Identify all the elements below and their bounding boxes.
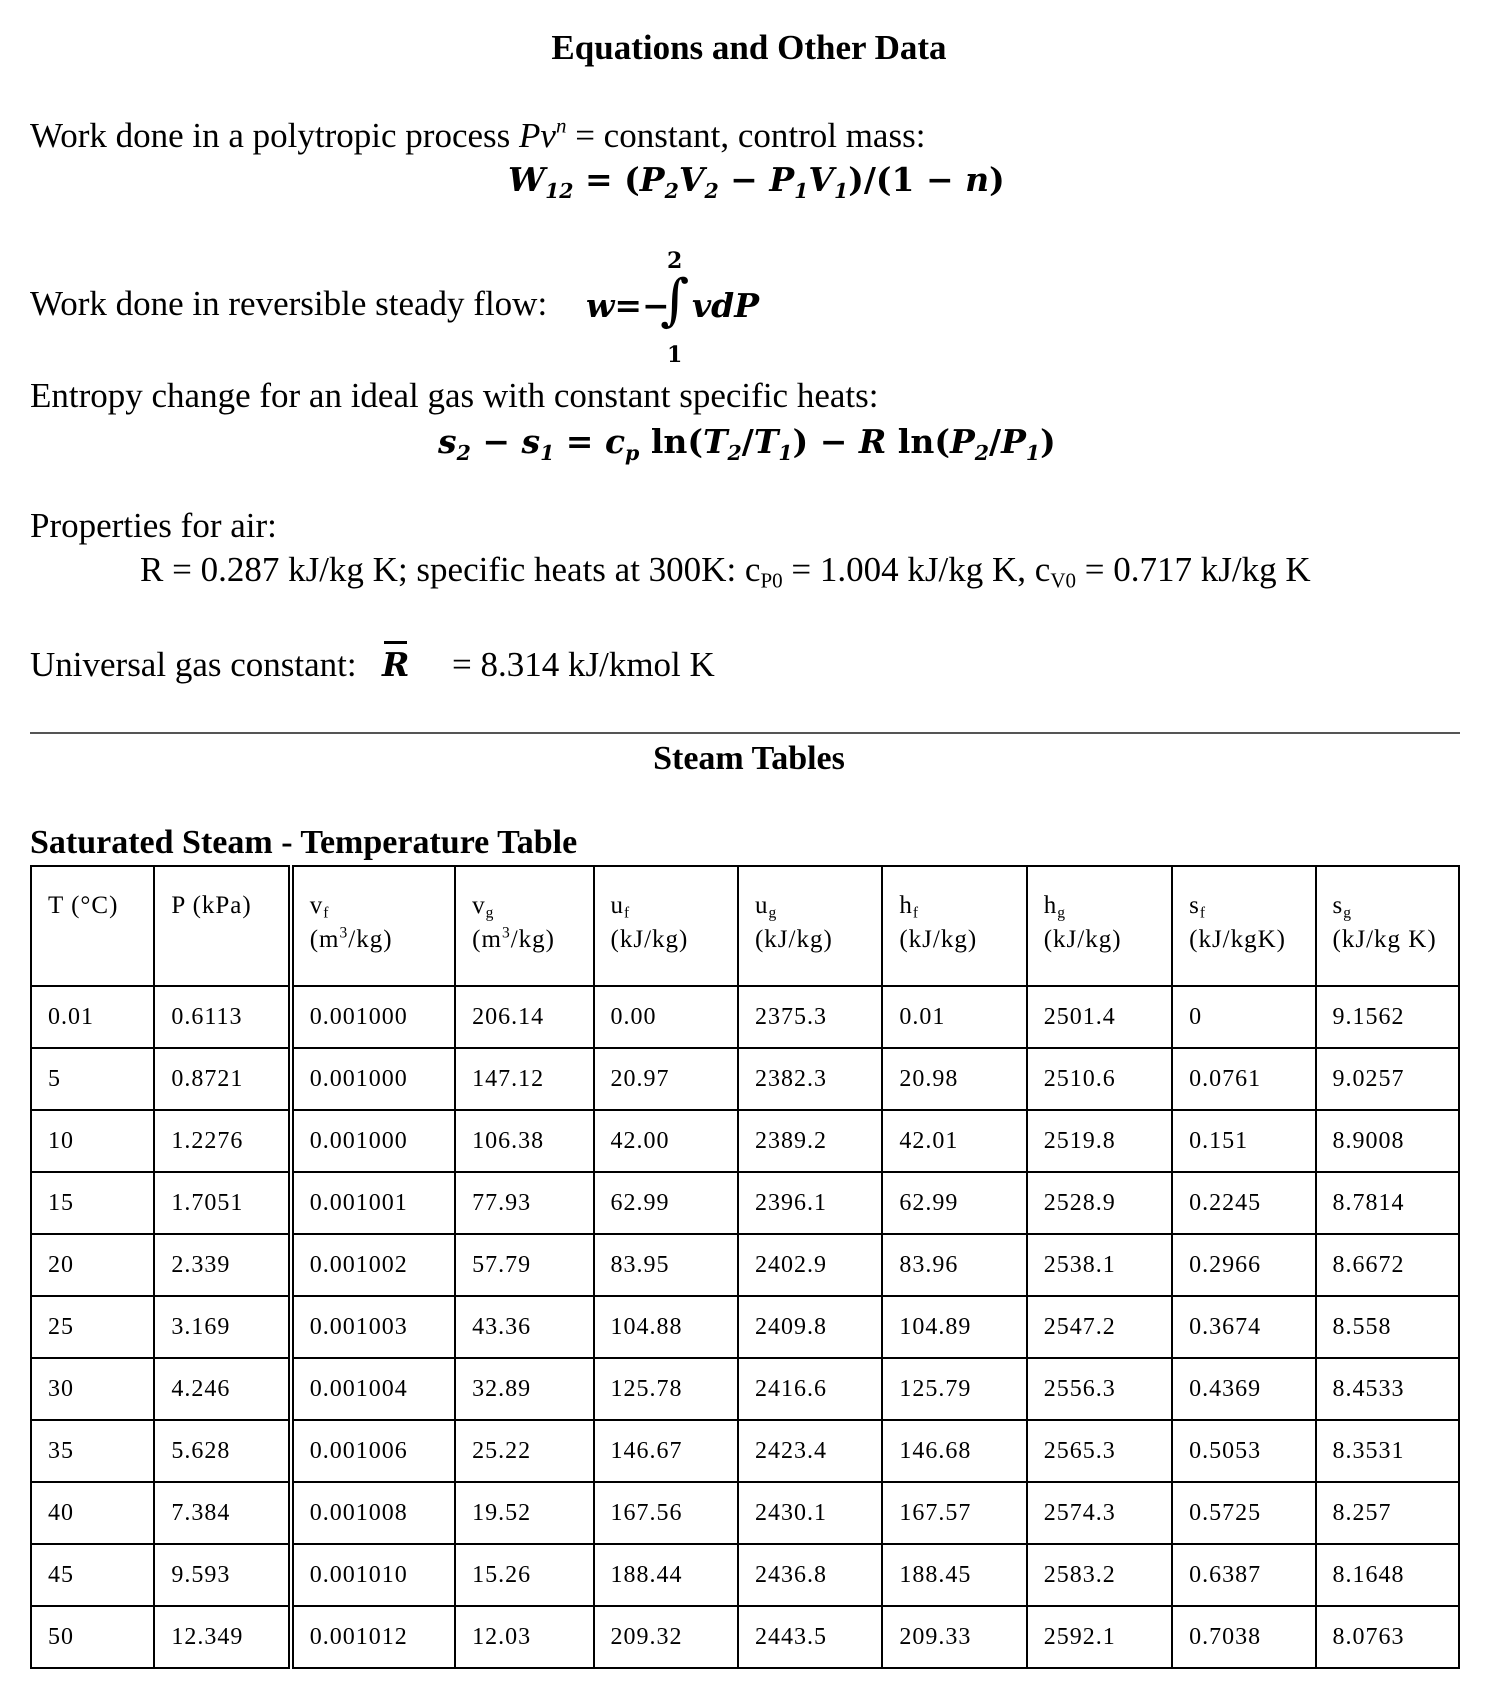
cell-ug: 2396.1 [738, 1172, 882, 1234]
cell-sg: 8.7814 [1316, 1172, 1459, 1234]
cell-ug: 2409.8 [738, 1296, 882, 1358]
cell-ug: 2382.3 [738, 1048, 882, 1110]
ent-cp: c [604, 422, 626, 461]
cell-sf: 0.7038 [1172, 1606, 1315, 1668]
cell-ug: 2375.3 [738, 986, 882, 1048]
steam-subtitle: Saturated Steam - Temperature Table [30, 824, 578, 861]
cell-hg: 2556.3 [1027, 1358, 1172, 1420]
eq-w-sub: 12 [545, 179, 574, 204]
header-hg-sym: h [1043, 892, 1058, 919]
cell-vg: 19.52 [455, 1482, 593, 1544]
cell-sf: 0.151 [1172, 1110, 1315, 1172]
cell-t: 45 [31, 1544, 154, 1606]
cell-hg: 2538.1 [1027, 1234, 1172, 1296]
table-row [31, 1358, 1459, 1420]
cell-p: 2.339 [154, 1234, 290, 1296]
cell-sg: 8.3531 [1316, 1420, 1459, 1482]
eq-p1: P [769, 160, 795, 199]
cell-sg: 8.6672 [1316, 1234, 1459, 1296]
table-row [31, 1172, 1459, 1234]
cell-p: 3.169 [154, 1296, 290, 1358]
cell-p: 7.384 [154, 1482, 290, 1544]
polytropic-label-b: = constant, control mass: [566, 116, 926, 155]
header-hg [1027, 866, 1172, 986]
ent-slash2: / [989, 422, 1002, 461]
eq-p2-sub: 2 [664, 179, 679, 204]
cell-hf: 209.33 [882, 1606, 1026, 1668]
header-vf-unit-sup: 3 [339, 924, 349, 942]
ent-close: ) [1040, 422, 1056, 461]
cell-hg: 2592.1 [1027, 1606, 1172, 1668]
header-hf-unit: (kJ/kg) [899, 926, 978, 953]
table-row [31, 1606, 1459, 1668]
header-t [31, 866, 154, 986]
cell-p: 4.246 [154, 1358, 290, 1420]
eq-p1-sub: 1 [794, 179, 809, 204]
cell-ug: 2389.2 [738, 1110, 882, 1172]
cell-t: 20 [31, 1234, 154, 1296]
header-sg-unit: (kJ/kg K) [1332, 926, 1437, 953]
header-vg [455, 866, 593, 986]
universal-label: Universal gas constant: [30, 645, 357, 684]
ent-t1-sub: 1 [778, 441, 793, 466]
header-sf-sym: s [1189, 892, 1200, 919]
cell-hg: 2547.2 [1027, 1296, 1172, 1358]
ent-s1: s [521, 422, 541, 461]
table-row [31, 986, 1459, 1048]
header-sg-sub: g [1343, 904, 1352, 922]
air-line-b: = 1.004 kJ/kg K, c [782, 550, 1051, 589]
cell-t: 15 [31, 1172, 154, 1234]
cell-t: 50 [31, 1606, 154, 1668]
cell-vf: 0.001003 [291, 1296, 455, 1358]
header-sf-sub: f [1199, 904, 1207, 922]
steam-title: Steam Tables [653, 740, 845, 777]
ent-close-minus: ) − [792, 422, 859, 461]
steady-flow-lhs: w=− [586, 286, 670, 325]
cell-vg: 77.93 [455, 1172, 593, 1234]
cell-sf: 0.5725 [1172, 1482, 1315, 1544]
cell-vg: 25.22 [455, 1420, 593, 1482]
air-line-c: = 0.717 kJ/kg K [1075, 550, 1311, 589]
cell-ug: 2416.6 [738, 1358, 882, 1420]
cell-hf: 62.99 [882, 1172, 1026, 1234]
cell-uf: 20.97 [594, 1048, 738, 1110]
cell-hf: 0.01 [882, 986, 1026, 1048]
cell-vf: 0.001000 [291, 986, 455, 1048]
eq-c: ) [989, 160, 1005, 199]
eq-n: n [965, 160, 990, 199]
eq-v1-sub: 1 [833, 179, 849, 204]
eq-v2-sub: 2 [704, 179, 719, 204]
header-vf-unit-b: /kg) [348, 926, 393, 953]
header-hg-unit: (kJ/kg) [1043, 926, 1122, 953]
integral-upper: 2 [667, 248, 683, 274]
eq-v2: V [678, 160, 705, 199]
polytropic-equation [508, 160, 1005, 204]
cell-vg: 15.26 [455, 1544, 593, 1606]
cell-uf: 188.44 [594, 1544, 738, 1606]
entropy-equation [438, 422, 1056, 466]
cell-p: 12.349 [154, 1606, 290, 1668]
cell-hg: 2519.8 [1027, 1110, 1172, 1172]
header-uf-sub: f [624, 904, 631, 922]
table-row [31, 1482, 1459, 1544]
section-divider [30, 732, 1460, 734]
header-uf [594, 866, 738, 986]
header-p [154, 866, 290, 986]
ent-slash1: / [741, 422, 754, 461]
polytropic-pv: Pv [519, 116, 556, 155]
cell-hf: 125.79 [882, 1358, 1026, 1420]
page-title: Equations and Other Data [551, 28, 947, 67]
cell-t: 25 [31, 1296, 154, 1358]
eq-a: = ( [573, 160, 640, 199]
cell-uf: 83.95 [594, 1234, 738, 1296]
cell-hg: 2574.3 [1027, 1482, 1172, 1544]
cell-uf: 42.00 [594, 1110, 738, 1172]
ent-minus: − [470, 422, 522, 461]
cell-hf: 20.98 [882, 1048, 1026, 1110]
cell-hg: 2528.9 [1027, 1172, 1172, 1234]
eq-b: )/(1 − [848, 160, 966, 199]
header-uf-unit: (kJ/kg) [610, 926, 689, 953]
entropy-label: Entropy change for an ideal gas with constant specific heats: [30, 376, 879, 415]
cell-hf: 83.96 [882, 1234, 1026, 1296]
saturated-steam-table [30, 865, 1460, 1669]
ent-t2: T [702, 422, 728, 461]
integrand: vdP [692, 286, 760, 325]
cell-ug: 2402.9 [738, 1234, 882, 1296]
ent-ln1: ln( [639, 422, 703, 461]
cell-t: 40 [31, 1482, 154, 1544]
header-hf [882, 866, 1026, 986]
cell-vg: 206.14 [455, 986, 593, 1048]
cell-ug: 2443.5 [738, 1606, 882, 1668]
ent-s2: s [438, 422, 457, 461]
cell-t: 30 [31, 1358, 154, 1420]
cell-vf: 0.001008 [291, 1482, 455, 1544]
cell-hg: 2565.3 [1027, 1420, 1172, 1482]
header-vg-sym: v [472, 892, 486, 919]
cell-sg: 8.9008 [1316, 1110, 1459, 1172]
ent-t1: T [753, 422, 779, 461]
cell-vg: 12.03 [455, 1606, 593, 1668]
header-ug-sub: g [768, 904, 778, 922]
cell-hf: 104.89 [882, 1296, 1026, 1358]
integral-lower: 1 [667, 342, 683, 368]
cell-uf: 125.78 [594, 1358, 738, 1420]
header-t-text: T (°C) [48, 892, 119, 919]
cell-uf: 0.00 [594, 986, 738, 1048]
cell-vf: 0.001004 [291, 1358, 455, 1420]
table-header-row [31, 866, 1459, 986]
integral-sign: ∫ [660, 268, 690, 333]
air-cp-sub: P0 [760, 568, 783, 593]
header-vg-unit-a: (m [472, 926, 502, 953]
cell-sg: 8.257 [1316, 1482, 1459, 1544]
header-sf [1172, 866, 1315, 986]
cell-vf: 0.001000 [291, 1048, 455, 1110]
table-row [31, 1544, 1459, 1606]
ent-p2-sub: 2 [974, 441, 990, 466]
cell-sf: 0.5053 [1172, 1420, 1315, 1482]
cell-sf: 0.2966 [1172, 1234, 1315, 1296]
table-row [31, 1296, 1459, 1358]
universal-value: = 8.314 kJ/kmol K [452, 645, 715, 684]
cell-t: 5 [31, 1048, 154, 1110]
r-bar-symbol: R [382, 645, 410, 684]
header-vf-sym: v [309, 892, 324, 919]
cell-uf: 167.56 [594, 1482, 738, 1544]
cell-sf: 0 [1172, 986, 1315, 1048]
air-properties [140, 550, 1311, 593]
cell-p: 1.2276 [154, 1110, 290, 1172]
cell-hg: 2501.4 [1027, 986, 1172, 1048]
ent-r: R [858, 422, 887, 461]
cell-vg: 106.38 [455, 1110, 593, 1172]
cell-uf: 62.99 [594, 1172, 738, 1234]
header-hg-sub: g [1057, 904, 1066, 922]
universal-symbol [382, 645, 409, 684]
eq-v1: V [808, 160, 834, 199]
header-hf-sym: h [899, 892, 913, 919]
cell-hg: 2583.2 [1027, 1544, 1172, 1606]
cell-vf: 0.001010 [291, 1544, 455, 1606]
cell-vf: 0.001001 [291, 1172, 455, 1234]
cell-t: 10 [31, 1110, 154, 1172]
cell-uf: 209.32 [594, 1606, 738, 1668]
cell-hg: 2510.6 [1027, 1048, 1172, 1110]
ent-s2-sub: 2 [456, 441, 471, 466]
cell-sg: 8.0763 [1316, 1606, 1459, 1668]
header-ug-unit: (kJ/kg) [754, 926, 833, 953]
table-row [31, 1110, 1459, 1172]
cell-vf: 0.001012 [291, 1606, 455, 1668]
cell-vf: 0.001006 [291, 1420, 455, 1482]
cell-hf: 188.45 [882, 1544, 1026, 1606]
header-sf-unit: (kJ/kgK) [1189, 926, 1287, 953]
cell-sf: 0.4369 [1172, 1358, 1315, 1420]
header-hf-sub: f [912, 904, 919, 922]
eq-w: W [508, 160, 546, 199]
header-vf-sub: f [323, 904, 330, 922]
ent-t2-sub: 2 [727, 441, 742, 466]
header-vf-unit-a: (m [309, 926, 340, 953]
header-uf-sym: u [610, 892, 625, 919]
table-row [31, 1048, 1459, 1110]
cell-p: 9.593 [154, 1544, 290, 1606]
table-row [31, 1420, 1459, 1482]
air-cv-sub: V0 [1050, 568, 1076, 593]
header-vg-sub: g [485, 904, 495, 922]
ent-p2: P [949, 422, 975, 461]
cell-vf: 0.001002 [291, 1234, 455, 1296]
cell-t: 35 [31, 1420, 154, 1482]
ent-p1-sub: 1 [1025, 441, 1041, 466]
cell-sg: 9.1562 [1316, 986, 1459, 1048]
cell-hf: 146.68 [882, 1420, 1026, 1482]
header-vg-unit-b: /kg) [510, 926, 555, 953]
cell-p: 1.7051 [154, 1172, 290, 1234]
cell-vg: 32.89 [455, 1358, 593, 1420]
header-sg-sym: s [1332, 892, 1344, 919]
air-line-a: R = 0.287 kJ/kg K; specific heats at 300K: c [140, 550, 761, 589]
cell-ug: 2436.8 [738, 1544, 882, 1606]
cell-vg: 57.79 [455, 1234, 593, 1296]
header-vf [291, 866, 455, 986]
table-row [31, 1234, 1459, 1296]
cell-hf: 167.57 [882, 1482, 1026, 1544]
cell-t: 0.01 [31, 986, 154, 1048]
cell-vf: 0.001000 [291, 1110, 455, 1172]
cell-uf: 104.88 [594, 1296, 738, 1358]
ent-cp-sub: p [625, 441, 640, 466]
polytropic-n: n [555, 113, 567, 138]
cell-hf: 42.01 [882, 1110, 1026, 1172]
air-label: Properties for air: [30, 506, 277, 545]
header-ug [738, 866, 882, 986]
ent-eq: = [554, 422, 605, 461]
header-p-text: P (kPa) [171, 892, 252, 919]
eq-p2: P [639, 160, 665, 199]
ent-s1-sub: 1 [540, 441, 555, 466]
cell-sg: 8.558 [1316, 1296, 1459, 1358]
cell-ug: 2423.4 [738, 1420, 882, 1482]
cell-sg: 9.0257 [1316, 1048, 1459, 1110]
cell-p: 0.8721 [154, 1048, 290, 1110]
cell-p: 0.6113 [154, 986, 290, 1048]
cell-vg: 43.36 [455, 1296, 593, 1358]
cell-sf: 0.3674 [1172, 1296, 1315, 1358]
polytropic-label-a: Work done in a polytropic process [30, 116, 520, 155]
ent-ln2: ln( [886, 422, 950, 461]
polytropic-label [30, 113, 926, 156]
cell-sf: 0.0761 [1172, 1048, 1315, 1110]
steady-flow-label: Work done in reversible steady flow: [30, 284, 548, 323]
cell-sg: 8.1648 [1316, 1544, 1459, 1606]
cell-sg: 8.4533 [1316, 1358, 1459, 1420]
table-body [31, 986, 1459, 1668]
header-vg-unit-sup: 3 [501, 924, 511, 942]
cell-sf: 0.6387 [1172, 1544, 1315, 1606]
cell-ug: 2430.1 [738, 1482, 882, 1544]
cell-sf: 0.2245 [1172, 1172, 1315, 1234]
eq-minus: − [718, 160, 770, 199]
cell-p: 5.628 [154, 1420, 290, 1482]
cell-vg: 147.12 [455, 1048, 593, 1110]
cell-uf: 146.67 [594, 1420, 738, 1482]
header-ug-sym: u [754, 892, 769, 919]
header-sg [1316, 866, 1459, 986]
ent-p1: P [1001, 422, 1026, 461]
